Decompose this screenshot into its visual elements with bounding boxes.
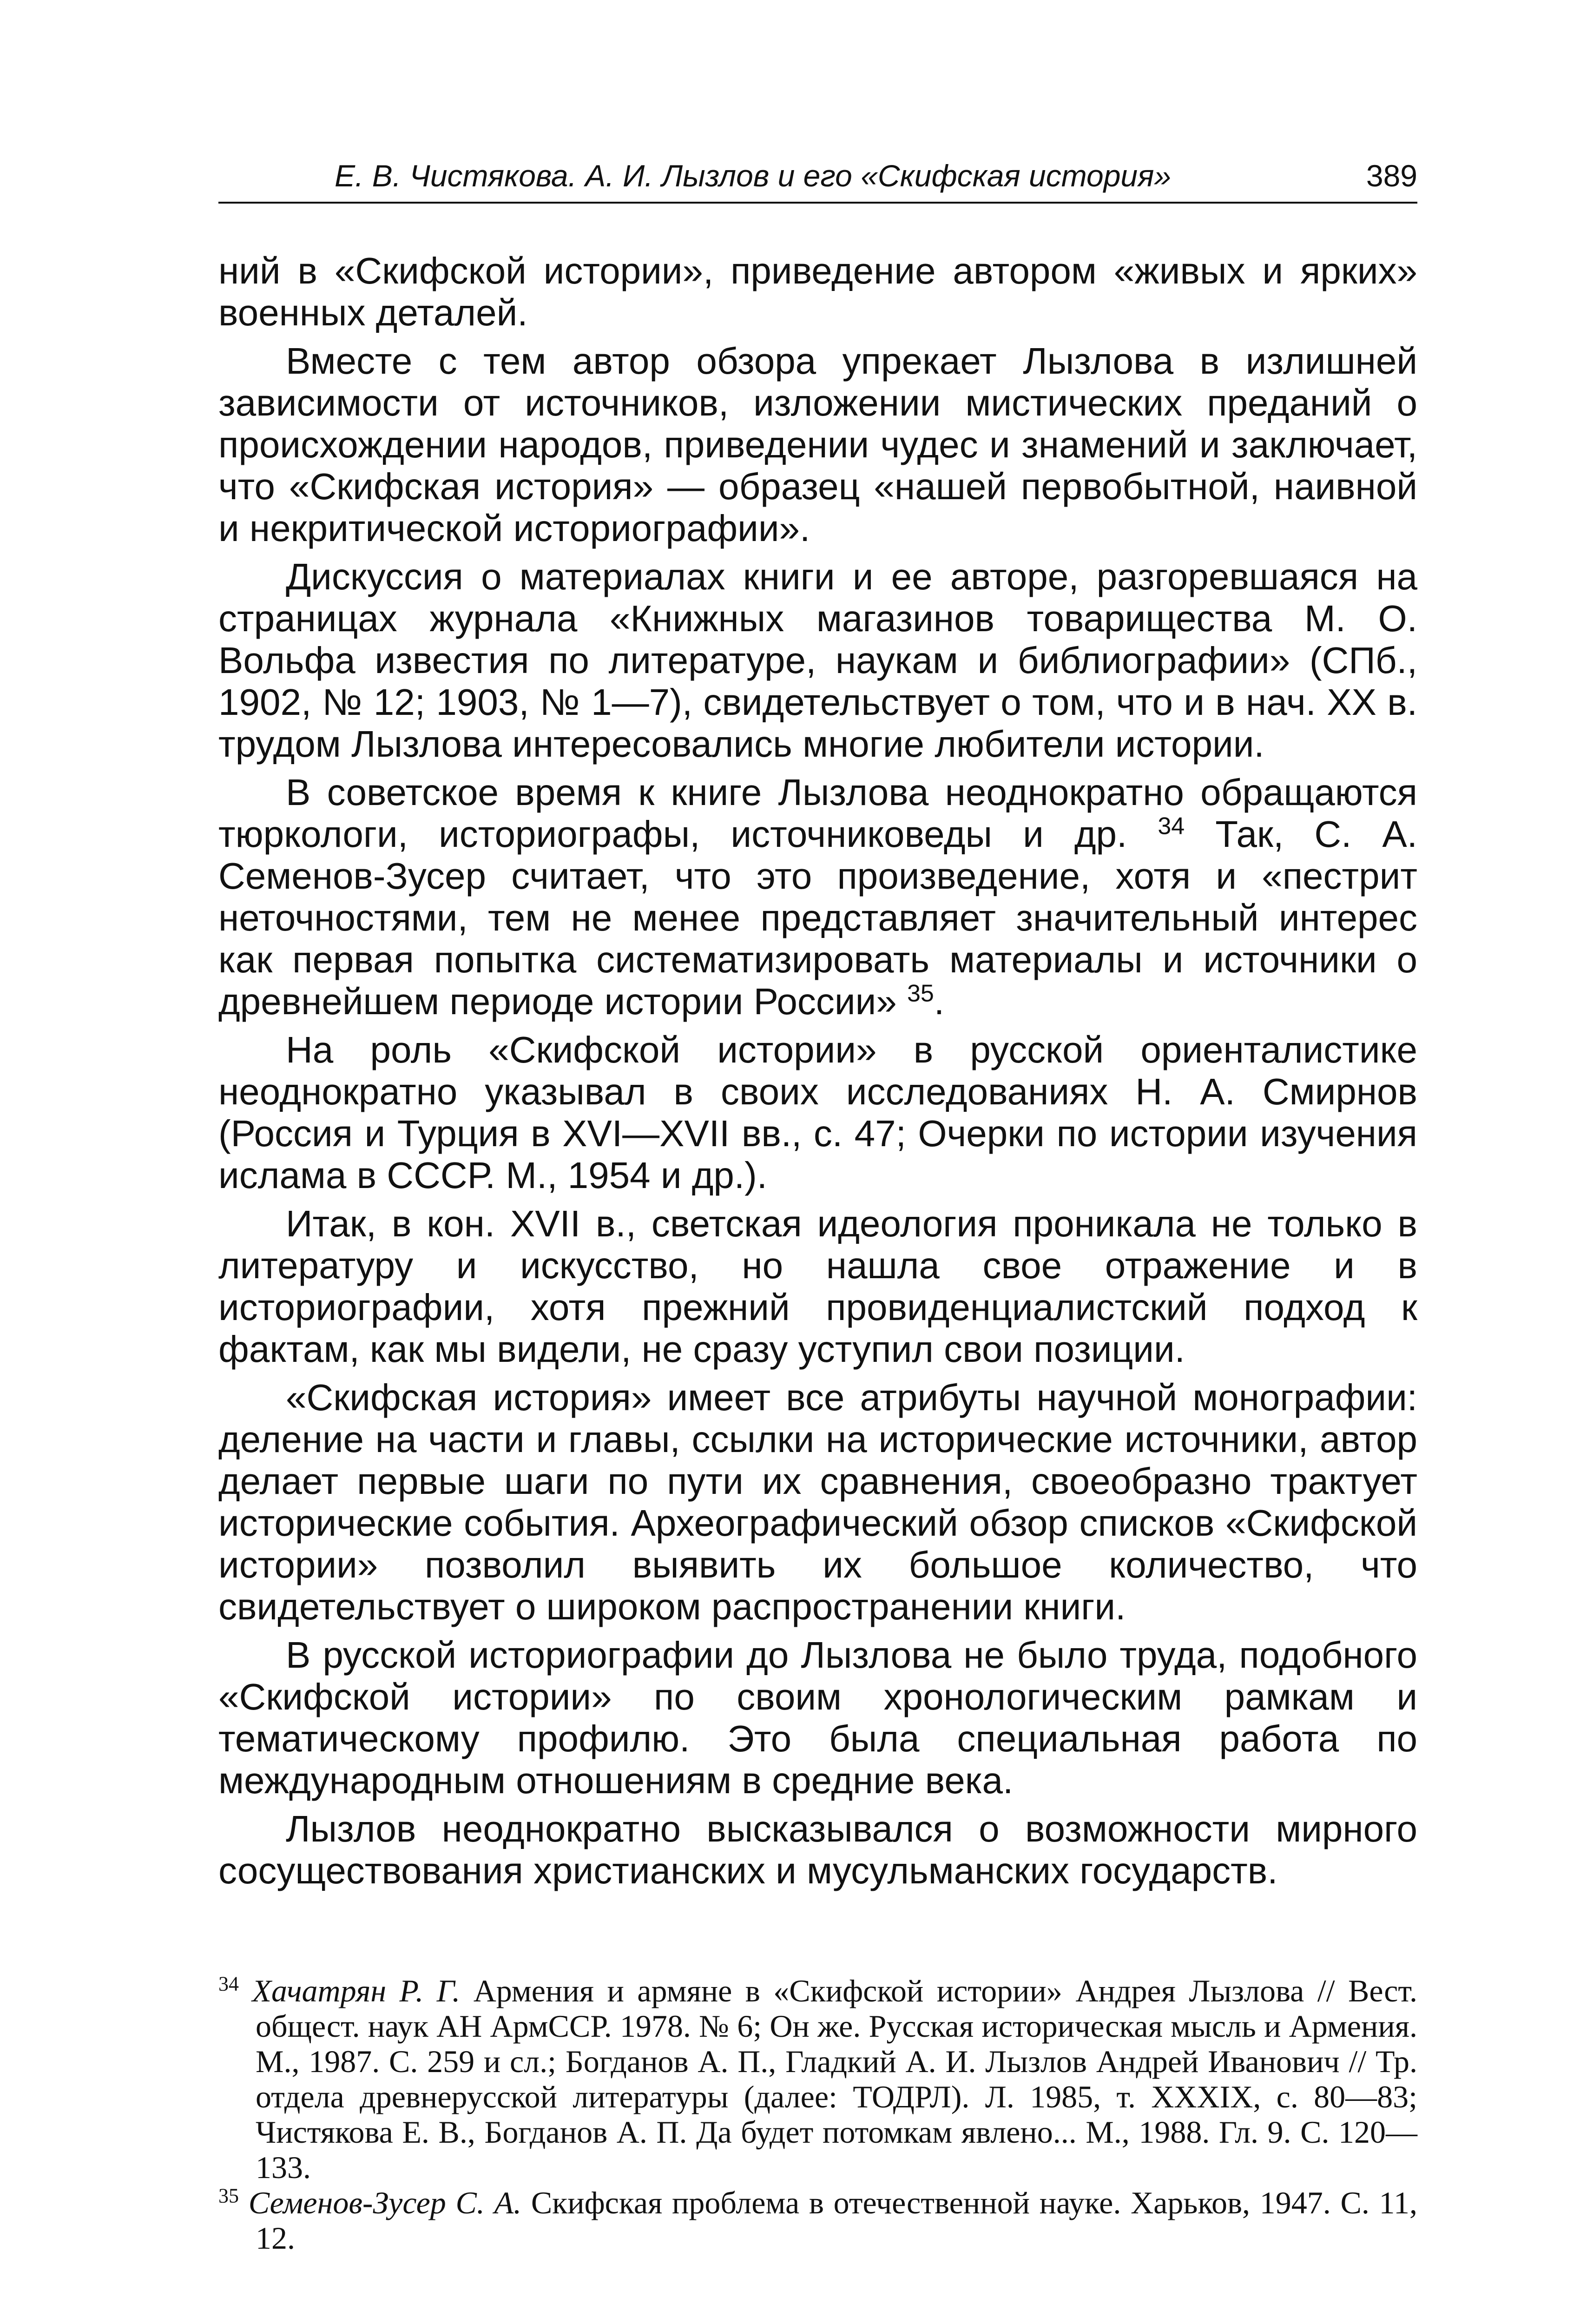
footnote <box>218 1973 1417 2185</box>
footnote-ref: 35 <box>907 980 934 1007</box>
footnote <box>218 2185 1417 2256</box>
paragraph: «Скифская история» имеет все атрибуты научной монографии: деление на части и главы, ссылки на исторические источники, автор делает первые шаги по пути их сравнения, своеобразно трактует исторические события. Археографический обзор списков «Скифской истории» позволил выявить их большое количество, что свидетельствует о широком распространении книги. <box>218 1377 1417 1627</box>
paragraph: Лызлов неоднократно высказывался о возможности мирного сосуществования христианских и мусульманских государств. <box>218 1808 1417 1891</box>
footnote-author: Семенов-Зусер С. А. <box>248 2185 522 2220</box>
footnote-text: Скифская проблема в отечественной науке. Харьков, 1947. С. 11, 12. <box>256 2185 1417 2256</box>
footnote-author: Хачатрян Р. Г. <box>252 1973 461 2008</box>
footnote-number: 34 <box>218 1972 239 1995</box>
paragraph: Вместе с тем автор обзора упрекает Лызлова в излишней зависимости от источников, изложении мистических преданий о происхождении народов, приведении чудес и знамений и заключает, что «Скифская история» — образец «нашей первобытной, наивной и некритической историографии». <box>218 340 1417 549</box>
footnote-text: Армения и армяне в «Скифской истории» Андрея Лызлова // Вест. общест. наук АН АрмССР. 1978. № 6; Он же. Русская историческая мысль и Армения. М., 1987. С. 259 и сл.; Богданов А. П., Гладкий А. И. Лызлов Андрей Иванович // Тр. отдела древнерусской литературы (далее: ТОДРЛ). Л. 1985, т. XXXIX, с. 80—83; Чистякова Е. В., Богданов А. П. Да будет потомкам явлено... М., 1988. Гл. 9. С. 120—133. <box>256 1973 1418 2185</box>
body-text <box>218 250 1417 1892</box>
text-segment: Так, С. А. Семенов-Зусер считает, что это произведение, хотя и «пестрит неточностями, тем не менее представляет значительный интерес как первая попытка систематизировать материалы и источники о древнейшем периоде истории России» <box>218 813 1417 1022</box>
paragraph: Дискуссия о материалах книги и ее авторе, разгоревшаяся на страницах журнала «Книжных магазинов товарищества М. О. Вольфа известия по литературе, наукам и библиографии» (СПб., 1902, № 12; 1903, № 1—7), свидетельствует о том, что и в нач. XX в. трудом Лызлова интересовались многие любители истории. <box>218 556 1417 765</box>
text-segment: В советское время к книге Лызлова неоднократно обращаются тюркологи, историографы, источниковеды и др. <box>218 772 1417 855</box>
running-title: Е. В. Чистякова. А. И. Лызлов и его «Скифская история» <box>335 158 1172 193</box>
document-page <box>218 158 1417 2256</box>
running-header <box>218 158 1417 204</box>
paragraph-with-footnote-refs <box>218 772 1417 1023</box>
paragraph: ний в «Скифской истории», приведение автором «живых и ярких» военных деталей. <box>218 250 1417 333</box>
paragraph: Итак, в кон. XVII в., светская идеология проникала не только в литературу и искусство, но нашла свое отражение и в историографии, хотя прежний провиденциалистский подход к фактам, как мы видели, не сразу уступил свои позиции. <box>218 1203 1417 1370</box>
page-number: 389 <box>1366 158 1417 193</box>
paragraph: В русской историографии до Лызлова не было труда, подобного «Скифской истории» по своим хронологическим рамкам и тематическому профилю. Это была специальная работа по международным отношениям в средние века. <box>218 1634 1417 1801</box>
footnotes <box>218 1973 1417 2256</box>
paragraph: На роль «Скифской истории» в русской ориенталистике неоднократно указывал в своих исследованиях Н. А. Смирнов (Россия и Турция в XVI—XVII вв., с. 47; Очерки по истории изучения ислама в СССР. М., 1954 и др.). <box>218 1029 1417 1196</box>
footnote-number: 35 <box>218 2184 239 2207</box>
text-segment: . <box>934 981 945 1022</box>
footnote-ref: 34 <box>1158 812 1185 840</box>
